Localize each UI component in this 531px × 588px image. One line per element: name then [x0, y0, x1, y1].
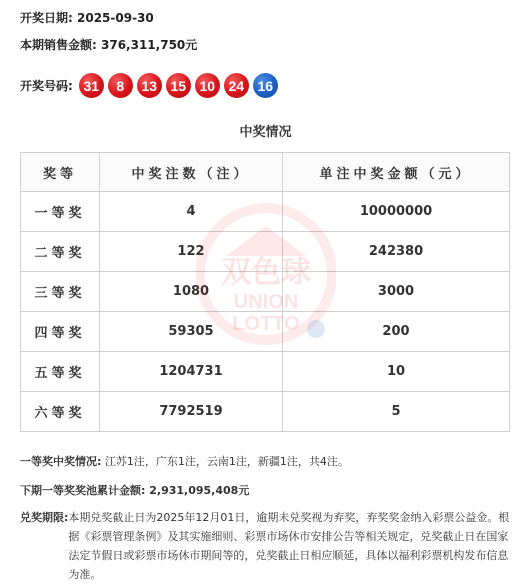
column-header-amount: 单注中奖金额（元） [283, 153, 510, 192]
sales-amount-row [20, 36, 197, 53]
prize-level: 六等奖 [21, 392, 100, 432]
winner-count: 1080 [100, 272, 283, 312]
watermark-text-union: UNION [233, 291, 299, 313]
table-header-row [21, 153, 510, 192]
draw-date-row [20, 9, 154, 26]
winning-numbers-row [20, 73, 282, 98]
watermark-text-lotto: LOTTO [232, 313, 300, 335]
prize-amount: 5 [283, 392, 510, 432]
table-row [21, 352, 510, 392]
winner-count: 1204731 [100, 352, 283, 392]
jackpot-info [20, 482, 249, 498]
first-prize-text: 江苏1注，广东1注，云南1注，新疆1注，共4注。 [104, 455, 349, 468]
claim-deadline-label: 兑奖期限: [20, 511, 69, 524]
claim-deadline-info [20, 508, 515, 584]
sales-amount-label: 本期销售金额: [20, 38, 97, 52]
winner-count: 122 [100, 232, 283, 272]
blue-ball: 16 [253, 73, 278, 98]
red-ball: 24 [224, 73, 249, 98]
prize-level: 四等奖 [21, 312, 100, 352]
table-row [21, 392, 510, 432]
section-title: 中奖情况 [239, 125, 292, 140]
jackpot-value: 2,931,095,408元 [149, 484, 250, 497]
winning-numbers-label: 开奖号码: [20, 79, 73, 93]
winner-count: 4 [100, 192, 283, 232]
sales-amount-value: 376,311,750元 [101, 38, 198, 52]
winner-count: 7792519 [100, 392, 283, 432]
prize-amount: 10 [283, 352, 510, 392]
red-ball: 13 [137, 73, 162, 98]
first-prize-info [20, 453, 349, 469]
winner-count: 59305 [100, 312, 283, 352]
table-row [21, 232, 510, 272]
claim-deadline-text: 本期兑奖截止日为2025年12月01日，逾期未兑奖视为弃奖，弃奖奖金纳入彩票公益金。根据《彩票管理条例》及其实施细则、彩票市场休市安排公告等相关规定，兑奖截止日在国家法定节假日或彩票市场休市期间等的，兑奖截止日相应顺延，具体以福利彩票机构发布信息为准。 [68, 511, 510, 581]
red-ball: 8 [108, 73, 133, 98]
draw-date-value: 2025-09-30 [77, 11, 154, 25]
jackpot-label: 下期一等奖奖池累计金额: [20, 484, 146, 497]
prize-amount: 200 [283, 312, 510, 352]
first-prize-label: 一等奖中奖情况: [20, 455, 102, 468]
prize-amount: 242380 [283, 232, 510, 272]
prize-amount: 10000000 [283, 192, 510, 232]
table-row [21, 312, 510, 352]
prize-amount: 3000 [283, 272, 510, 312]
prize-table [20, 152, 510, 432]
column-header-level: 奖等 [21, 153, 100, 192]
red-ball: 31 [79, 73, 104, 98]
draw-date-label: 开奖日期: [20, 11, 73, 25]
winning-balls [79, 73, 282, 98]
prize-level: 一等奖 [21, 192, 100, 232]
table-row [21, 192, 510, 232]
column-header-count: 中奖注数（注） [100, 153, 283, 192]
prize-level: 二等奖 [21, 232, 100, 272]
table-row [21, 272, 510, 312]
watermark-text-cn: 双色球 [221, 255, 311, 290]
red-ball: 15 [166, 73, 191, 98]
prize-level: 三等奖 [21, 272, 100, 312]
red-ball: 10 [195, 73, 220, 98]
prize-level: 五等奖 [21, 352, 100, 392]
